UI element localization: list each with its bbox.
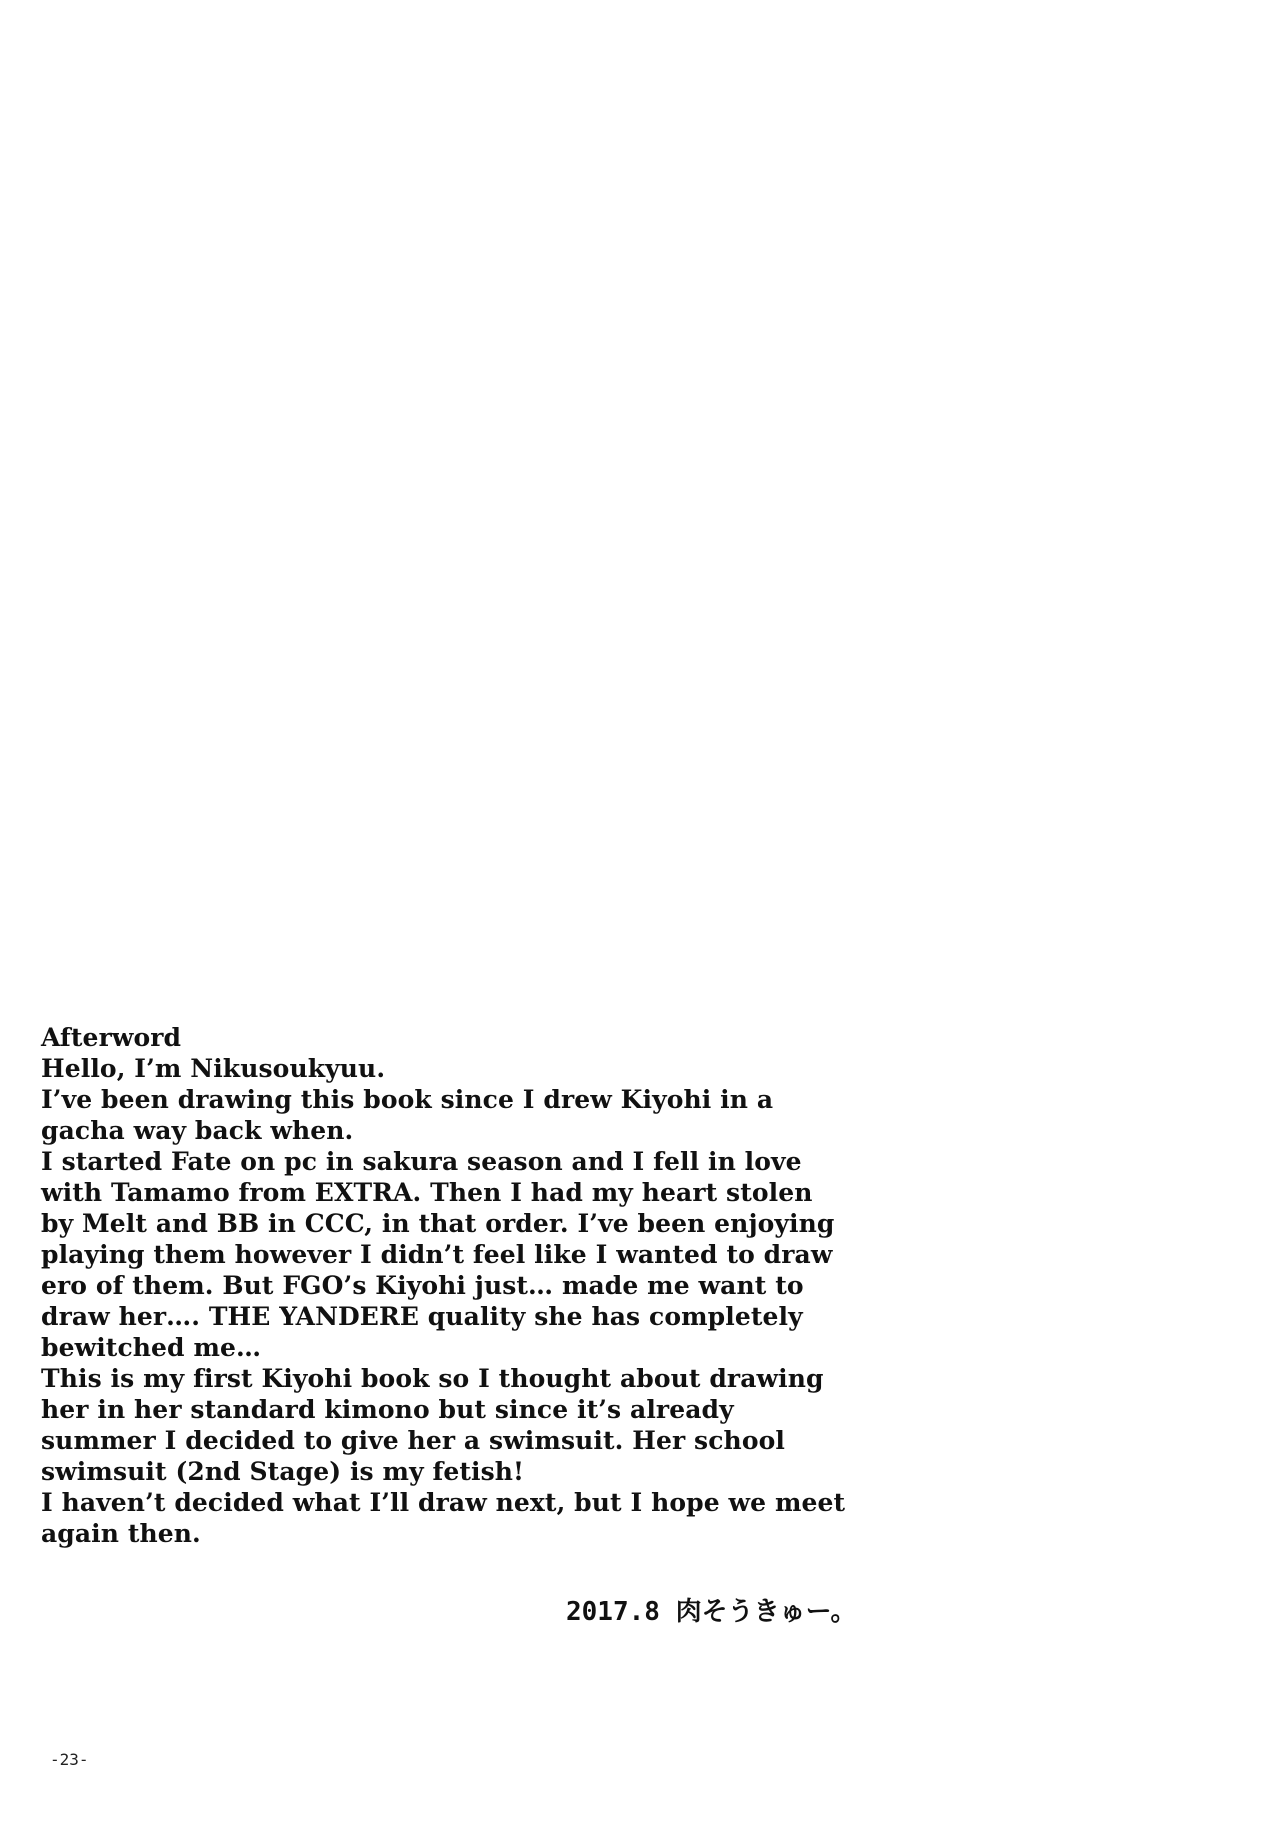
afterword-line: swimsuit (2nd Stage) is my fetish!	[41, 1457, 525, 1486]
afterword-line: again then.	[41, 1519, 201, 1548]
page-number: -23-	[50, 1750, 89, 1769]
date-signature: 2017.8 肉そうきゅー。	[566, 1597, 857, 1627]
afterword-line: summer I decided to give her a swimsuit. Her school	[41, 1426, 785, 1455]
afterword-line: ero of them. But FGO’s Kiyohi just… made me want to	[41, 1271, 804, 1300]
afterword-line: playing them however I didn’t feel like I wanted to draw	[41, 1240, 833, 1269]
afterword-line: her in her standard kimono but since it’s already	[41, 1395, 734, 1424]
afterword-line: bewitched me…	[41, 1333, 262, 1362]
afterword-line: with Tamamo from EXTRA. Then I had my heart stolen	[41, 1178, 813, 1207]
afterword-line: I’ve been drawing this book since I drew Kiyohi in a	[41, 1085, 774, 1114]
afterword-line: draw her…. THE YANDERE quality she has completely	[41, 1302, 803, 1331]
afterword-line: I haven’t decided what I’ll draw next, but I hope we meet	[41, 1488, 846, 1517]
afterword-text-block	[41, 1022, 861, 1549]
afterword-line: by Melt and BB in CCC, in that order. I’ve been enjoying	[41, 1209, 835, 1238]
afterword-line: I started Fate on pc in sakura season and I fell in love	[41, 1147, 802, 1176]
afterword-line: This is my first Kiyohi book so I thought about drawing	[41, 1364, 824, 1393]
afterword-heading: Afterword	[41, 1023, 182, 1052]
afterword-line: Hello, I’m Nikusoukyuu.	[41, 1054, 386, 1083]
afterword-line: gacha way back when.	[41, 1116, 354, 1145]
